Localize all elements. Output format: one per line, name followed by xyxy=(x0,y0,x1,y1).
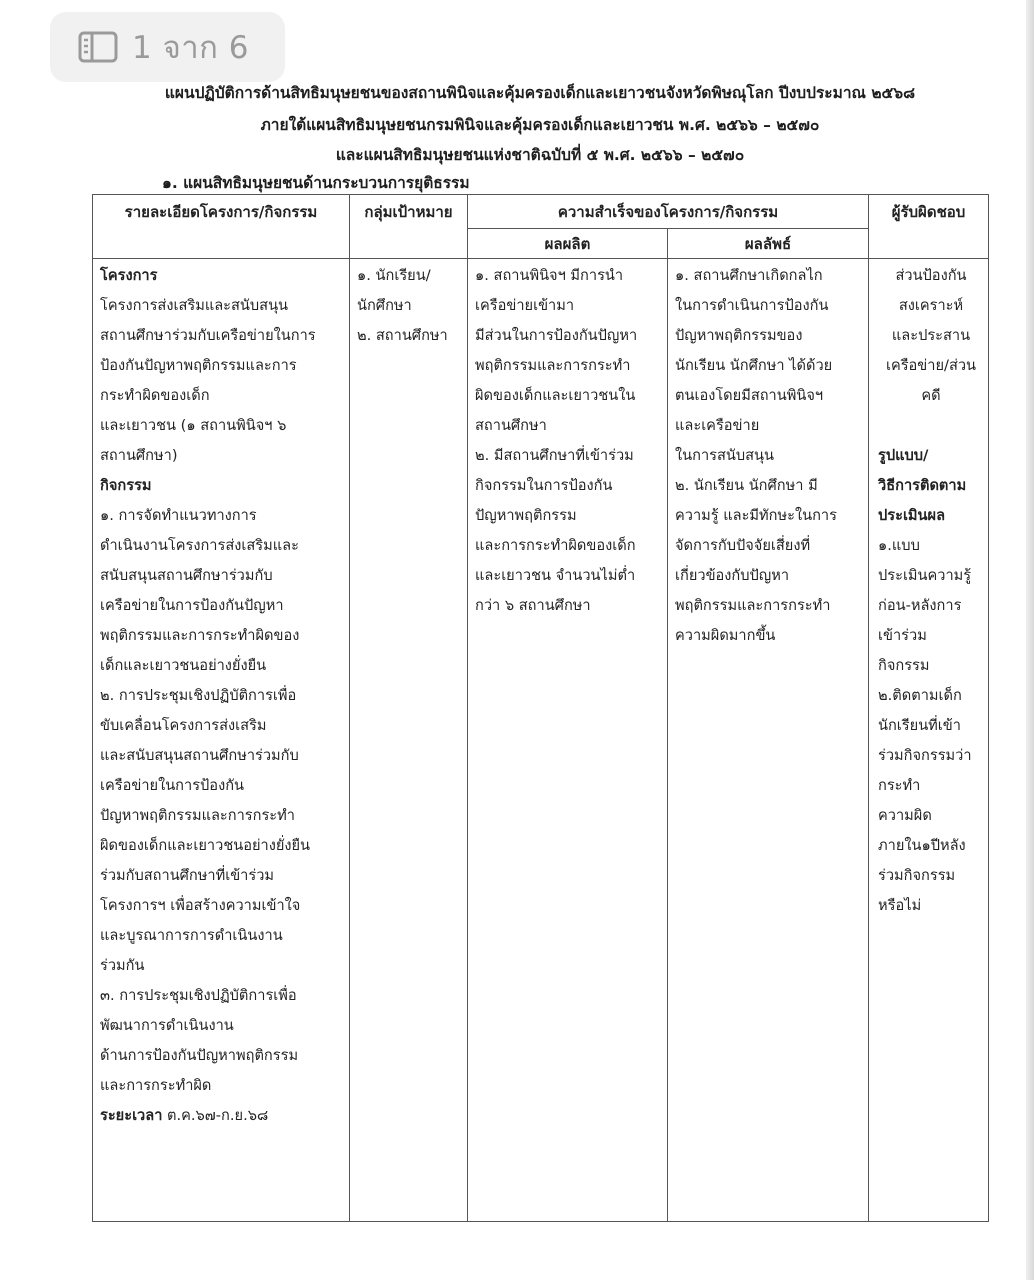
eval-line: ประเมินความรู้ xyxy=(878,567,972,584)
output-line: และการกระทำผิดของเด็ก xyxy=(475,537,636,554)
eval-heading-line: รูปแบบ/ xyxy=(878,447,929,464)
output-line: ๑. สถานพินิจฯ มีการนำ xyxy=(475,267,624,284)
output-line: ๒. มีสถานศึกษาที่เข้าร่วม xyxy=(475,447,634,464)
page-indicator[interactable] xyxy=(50,12,285,82)
project-line: สถานศึกษา) xyxy=(100,447,178,464)
output-line: กิจกรรมในการป้องกัน xyxy=(475,477,613,494)
responsible-unit-line: ส่วนป้องกัน xyxy=(895,267,967,284)
eval-line: ก่อน-หลังการ xyxy=(878,597,962,614)
activity-line: ๑. การจัดทำแนวทางการ xyxy=(100,507,257,524)
target-line: ๑. นักเรียน/ xyxy=(357,267,431,284)
header-target: กลุ่มเป้าหมาย xyxy=(350,195,468,259)
eval-line: หรือไม่ xyxy=(878,897,922,914)
outcome-line: ในการสนับสนุน xyxy=(675,447,774,464)
header-achievement: ความสำเร็จของโครงการ/กิจกรรม xyxy=(468,195,869,229)
header-output: ผลผลิต xyxy=(468,229,668,259)
activity-line: และสนับสนุนสถานศึกษาร่วมกับ xyxy=(100,747,299,764)
eval-line: เข้าร่วม xyxy=(878,627,927,644)
outcome-line: จัดการกับปัจจัยเสี่ยงที่ xyxy=(675,537,811,554)
target-line: นักศึกษา xyxy=(357,297,412,314)
eval-line: ร่วมกิจกรรม xyxy=(878,867,956,884)
eval-line: ความผิด xyxy=(878,807,932,824)
doc-title-line-3: และแผนสิทธิมนุษยชนแห่งชาติฉบับที่ ๕ พ.ศ. ๒๕๖๖ – ๒๕๗๐ xyxy=(335,146,745,164)
eval-line: ร่วมกิจกรรมว่า xyxy=(878,747,972,764)
responsible-unit-line: เครือข่าย/ส่วน xyxy=(885,357,977,374)
output-line: พฤติกรรมและการกระทำ xyxy=(475,357,631,374)
page-count-label: 1 จาก 6 xyxy=(132,30,249,66)
activity-line: เครือข่ายในการป้องกัน xyxy=(100,777,245,794)
output-line: เครือข่ายเข้ามา xyxy=(475,297,575,314)
activity-line: และบูรณาการการดำเนินงาน xyxy=(100,927,283,944)
header-outcome: ผลลัพธ์ xyxy=(668,229,869,259)
activity-line: ขับเคลื่อนโครงการส่งเสริม xyxy=(100,717,267,734)
action-plan-table xyxy=(92,194,989,1222)
responsible-unit-line: และประสาน xyxy=(891,327,971,344)
outcome-line: และเครือข่าย xyxy=(675,417,760,434)
eval-line: ๒.ติดตามเด็ก xyxy=(878,687,962,704)
project-line: ป้องกันปัญหาพฤติกรรมและการ xyxy=(100,357,297,374)
responsible-cell xyxy=(869,259,989,1222)
responsible-unit-line: สงเคราะห์ xyxy=(898,297,964,314)
outcome-line: ตนเองโดยมีสถานพินิจฯ xyxy=(675,387,824,404)
output-cell xyxy=(468,259,668,1222)
outcome-line: ในการดำเนินการป้องกัน xyxy=(675,297,829,314)
activity-line: เครือข่ายในการป้องกันปัญหา xyxy=(100,597,284,614)
page-edge-shadow xyxy=(1026,0,1034,1280)
output-line: ปัญหาพฤติกรรม xyxy=(475,507,577,524)
eval-heading-line: ประเมินผล xyxy=(878,507,946,524)
project-line: และเยาวชน (๑ สถานพินิจฯ ๖ xyxy=(100,417,287,434)
outcome-line: ความรู้ และมีทักษะในการ xyxy=(675,507,837,524)
outcome-line: นักเรียน นักศึกษา ได้ด้วย xyxy=(675,357,833,374)
eval-line: กระทำ xyxy=(878,777,921,794)
eval-line: นักเรียนที่เข้า xyxy=(878,717,961,734)
outcome-line: ๒. นักเรียน นักศึกษา มี xyxy=(675,477,818,494)
header-responsible: ผู้รับผิดชอบ xyxy=(869,195,989,259)
period-label: ระยะเวลา xyxy=(100,1107,163,1124)
eval-line: ภายใน๑ปีหลัง xyxy=(878,837,966,854)
period-line xyxy=(100,1101,342,1131)
activity-line: ผิดของเด็กและเยาวชนอย่างยั่งยืน xyxy=(100,837,311,854)
outcome-line: ความผิดมากขึ้น xyxy=(675,627,776,644)
outcome-cell xyxy=(668,259,869,1222)
doc-title-line-2: ภายใต้แผนสิทธิมนุษยชนกรมพินิจและคุ้มครองเด็กและเยาวชน พ.ศ. ๒๕๖๖ – ๒๕๗๐ xyxy=(260,116,820,134)
doc-title-line-1: แผนปฏิบัติการด้านสิทธิมนุษยชนของสถานพินิจและคุ้มครองเด็กและเยาวชนจังหวัดพิษณุโลก ปีงบประมาณ ๒๕๖๘ xyxy=(164,84,916,102)
outcome-line: ปัญหาพฤติกรรมของ xyxy=(675,327,803,344)
responsible-unit-line: คดี xyxy=(921,387,941,404)
activity-line: พฤติกรรมและการกระทำผิดของ xyxy=(100,627,300,644)
activity-line: สนับสนุนสถานศึกษาร่วมกับ xyxy=(100,567,273,584)
project-heading: โครงการ xyxy=(100,267,158,284)
activity-line: ปัญหาพฤติกรรมและการกระทำ xyxy=(100,807,295,824)
eval-heading-line: วิธีการติดตาม xyxy=(878,477,967,494)
activity-line: ด้านการป้องกันปัญหาพฤติกรรม xyxy=(100,1047,299,1064)
activity-line: และการกระทำผิด xyxy=(100,1077,212,1094)
activity-line: ๒. การประชุมเชิงปฏิบัติการเพื่อ xyxy=(100,687,297,704)
activity-line: ๓. การประชุมเชิงปฏิบัติการเพื่อ xyxy=(100,987,297,1004)
details-cell xyxy=(93,259,350,1222)
output-line: และเยาวชน จำนวนไม่ต่ำ xyxy=(475,567,636,584)
project-line: โครงการส่งเสริมและสนับสนุน xyxy=(100,297,289,314)
section-title: ๑. แผนสิทธิมนุษยชนด้านกระบวนการยุติธรรม xyxy=(162,174,470,192)
activity-line: เด็กและเยาวชนอย่างยั่งยืน xyxy=(100,657,267,674)
outcome-line: เกี่ยวข้องกับปัญหา xyxy=(675,567,790,584)
activity-line: พัฒนาการดำเนินงาน xyxy=(100,1017,234,1034)
outcome-line: ๑. สถานศึกษาเกิดกลไก xyxy=(675,267,823,284)
target-line: ๒. สถานศึกษา xyxy=(357,327,448,344)
activity-line: ร่วมกับสถานศึกษาที่เข้าร่วม xyxy=(100,867,275,884)
target-cell xyxy=(350,259,468,1222)
output-line: สถานศึกษา xyxy=(475,417,547,434)
output-line: มีส่วนในการป้องกันปัญหา xyxy=(475,327,638,344)
eval-line: ๑.แบบ xyxy=(878,537,920,554)
eval-line: กิจกรรม xyxy=(878,657,930,674)
sidebar-toggle-icon[interactable] xyxy=(78,31,118,63)
output-line: ผิดของเด็กและเยาวชนใน xyxy=(475,387,636,404)
activity-line: ร่วมกัน xyxy=(100,957,145,974)
spacer xyxy=(878,411,984,441)
activity-heading: กิจกรรม xyxy=(100,477,152,494)
period-value: ต.ค.๖๗-ก.ย.๖๘ xyxy=(162,1107,269,1124)
outcome-line: พฤติกรรมและการกระทำ xyxy=(675,597,831,614)
output-line: กว่า ๖ สถานศึกษา xyxy=(475,597,591,614)
activity-line: โครงการฯ เพื่อสร้างความเข้าใจ xyxy=(100,897,301,914)
project-line: กระทำผิดของเด็ก xyxy=(100,387,210,404)
header-details: รายละเอียดโครงการ/กิจกรรม xyxy=(93,195,350,259)
activity-line: ดำเนินงานโครงการส่งเสริมและ xyxy=(100,537,299,554)
project-line: สถานศึกษาร่วมกับเครือข่ายในการ xyxy=(100,327,316,344)
